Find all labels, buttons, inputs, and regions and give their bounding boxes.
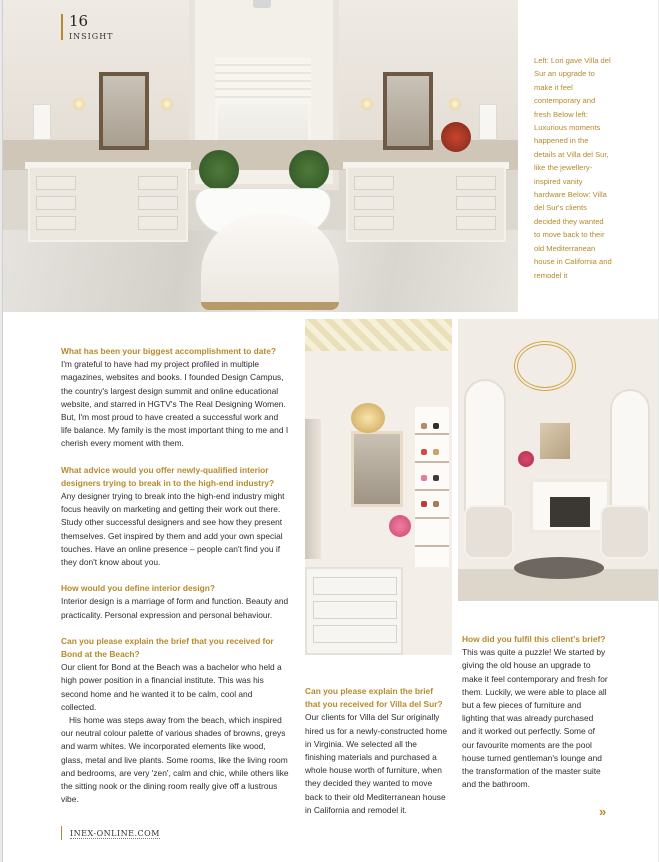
closet-mirror: [351, 431, 403, 507]
armchair-left: [464, 505, 514, 559]
shoe: [421, 423, 427, 429]
drawer: [354, 196, 394, 210]
closet-flowers: [389, 515, 411, 537]
shoe: [421, 449, 427, 455]
spacer: [61, 451, 289, 464]
closet-chandelier: [351, 403, 385, 433]
photo-caption: Left: Lori gave Villa del Sur an upgrade to make it feel contemporary and fresh Below left: Luxurious moments happened in the details at Villa del Sur, like the jewellery-inspired vanity hardware Below: Villa del Sur's clients decided they wanted to move back to their old Mediterranean house in California and remodel it: [534, 56, 612, 280]
tufted-ottoman: [201, 214, 339, 310]
shoe: [421, 501, 427, 507]
answer-paragraph: His home was steps away from the beach, which inspired our neutral colour palette of various shades of browns, greys and warm whites. We incorporated elements like wood, glass, metal and live plants. Some rooms, like the living room and bedrooms, are very 'zen', calm and chic, while others like the sitting nook or the dining room really give off a lustrous vibe.: [61, 715, 289, 805]
bathroom-photo: [3, 0, 518, 312]
spacer: [61, 569, 289, 582]
page-number: 16: [69, 12, 89, 30]
section-label: INSIGHT: [69, 32, 114, 41]
question-heading: How would you define interior design?: [61, 583, 216, 594]
shoe: [433, 475, 439, 481]
plant-left: [199, 150, 239, 190]
sconce-left-2: [161, 98, 173, 110]
shoe: [433, 423, 439, 429]
firebox: [550, 497, 590, 527]
magazine-page: [2, 0, 658, 862]
footer-website[interactable]: INEX-ONLINE.COM: [70, 829, 160, 838]
sconce-right-1: [361, 98, 373, 110]
wall-art: [540, 423, 570, 459]
footer-rule: [61, 826, 62, 840]
answer-paragraph: Our clients for Villa del Sur originally hired us for a newly-constructed home in Virginia. We selected all the finishing materials and purchased a whole house worth of furniture, when they decided they wanted to move back to their old Mediterranean house in California and remodel it.: [305, 712, 447, 815]
right-mirror: [383, 72, 433, 150]
article-column-2: [305, 685, 449, 817]
vanity-left: [28, 166, 188, 242]
answer-paragraph: Our client for Bond at the Beach was a bachelor who held a high power position in a financial institute. This was his second home and he wanted it to be calm, cool and collected.: [61, 662, 282, 712]
plant-right: [289, 150, 329, 190]
drawer: [456, 196, 496, 210]
drawer: [456, 216, 496, 230]
question-heading: Can you please explain the brief that you received for Bond at the Beach?: [61, 635, 274, 660]
drawer: [36, 196, 76, 210]
sconce-right-2: [449, 98, 461, 110]
drawer: [313, 625, 397, 643]
mantel-flowers: [518, 451, 534, 467]
vanity-right: [346, 166, 506, 242]
top-tab: [253, 0, 271, 8]
shoe-shelves: [415, 407, 449, 567]
drawer: [138, 176, 178, 190]
drawer: [354, 216, 394, 230]
closet-photo: [305, 319, 452, 655]
question-heading: How did you fulfil this client's brief?: [462, 634, 606, 644]
article-column-3: [462, 633, 608, 791]
sconce-left-1: [73, 98, 85, 110]
drawer: [36, 216, 76, 230]
drawer: [138, 196, 178, 210]
drawer: [36, 176, 76, 190]
question-heading: What advice would you offer newly-qualified interior designers trying to break in to the high-end industry?: [61, 464, 275, 488]
answer-paragraph: I'm grateful to have had my project profiled in multiple magazines, websites and books. I founded Design Campus, the country's largest design summit and online educational website, and starred in HGTV's The Real Designing Women. But, I'm most proud to have created a successful work and life balance. My family is the most important thing to me and I cherish every moment with them.: [61, 359, 289, 449]
towel-left: [33, 104, 51, 140]
shoe: [433, 449, 439, 455]
ring-chandelier: [514, 341, 576, 391]
drawer: [354, 176, 394, 190]
drawer: [138, 216, 178, 230]
towel-right: [479, 104, 497, 140]
question-heading: What has been your biggest accomplishment to date?: [61, 346, 276, 356]
flower-arrangement: [441, 122, 471, 152]
answer-paragraph: Interior design is a marriage of form and function. Beauty and practicality. Personal expression and personal behaviour.: [61, 596, 289, 620]
article-column-1: [61, 345, 289, 807]
answer-paragraph: This was quite a puzzle! We started by giving the old house an upgrade to make it feel contemporary and fresh for them. Luckily, we were able to place all but a few pieces of furniture and lighting that was already purchased and it worked out perfectly. Some of our favourite moments are the pool house turned gentleman's lounge and the transformation of the master suite and the bathroom.: [462, 647, 608, 790]
living-room-photo: [458, 319, 658, 601]
wallpaper-ceiling: [305, 319, 452, 351]
drawer: [456, 176, 496, 190]
header-rule: [61, 14, 63, 40]
shoe: [433, 501, 439, 507]
hanging-rail: [305, 419, 321, 559]
closet-island: [305, 567, 403, 655]
question-heading: Can you please explain the brief that you received for Villa del Sur?: [305, 686, 443, 710]
left-mirror: [99, 72, 149, 150]
armchair-right: [600, 505, 650, 559]
continue-arrow-icon: »: [599, 804, 607, 819]
answer-paragraph: Any designer trying to break into the high-end industry might focus heavily on marketing and getting their work out there. Study other successful designers and see how they present themselves. Get inspired by them and add your own special touches. Have an online presence – people can't find you if they don't know about you.: [61, 491, 285, 568]
drawer: [313, 577, 397, 595]
drawer: [313, 601, 397, 619]
shoe: [421, 475, 427, 481]
coffee-table: [514, 557, 604, 579]
spacer: [61, 622, 289, 635]
roman-shade: [215, 58, 311, 104]
